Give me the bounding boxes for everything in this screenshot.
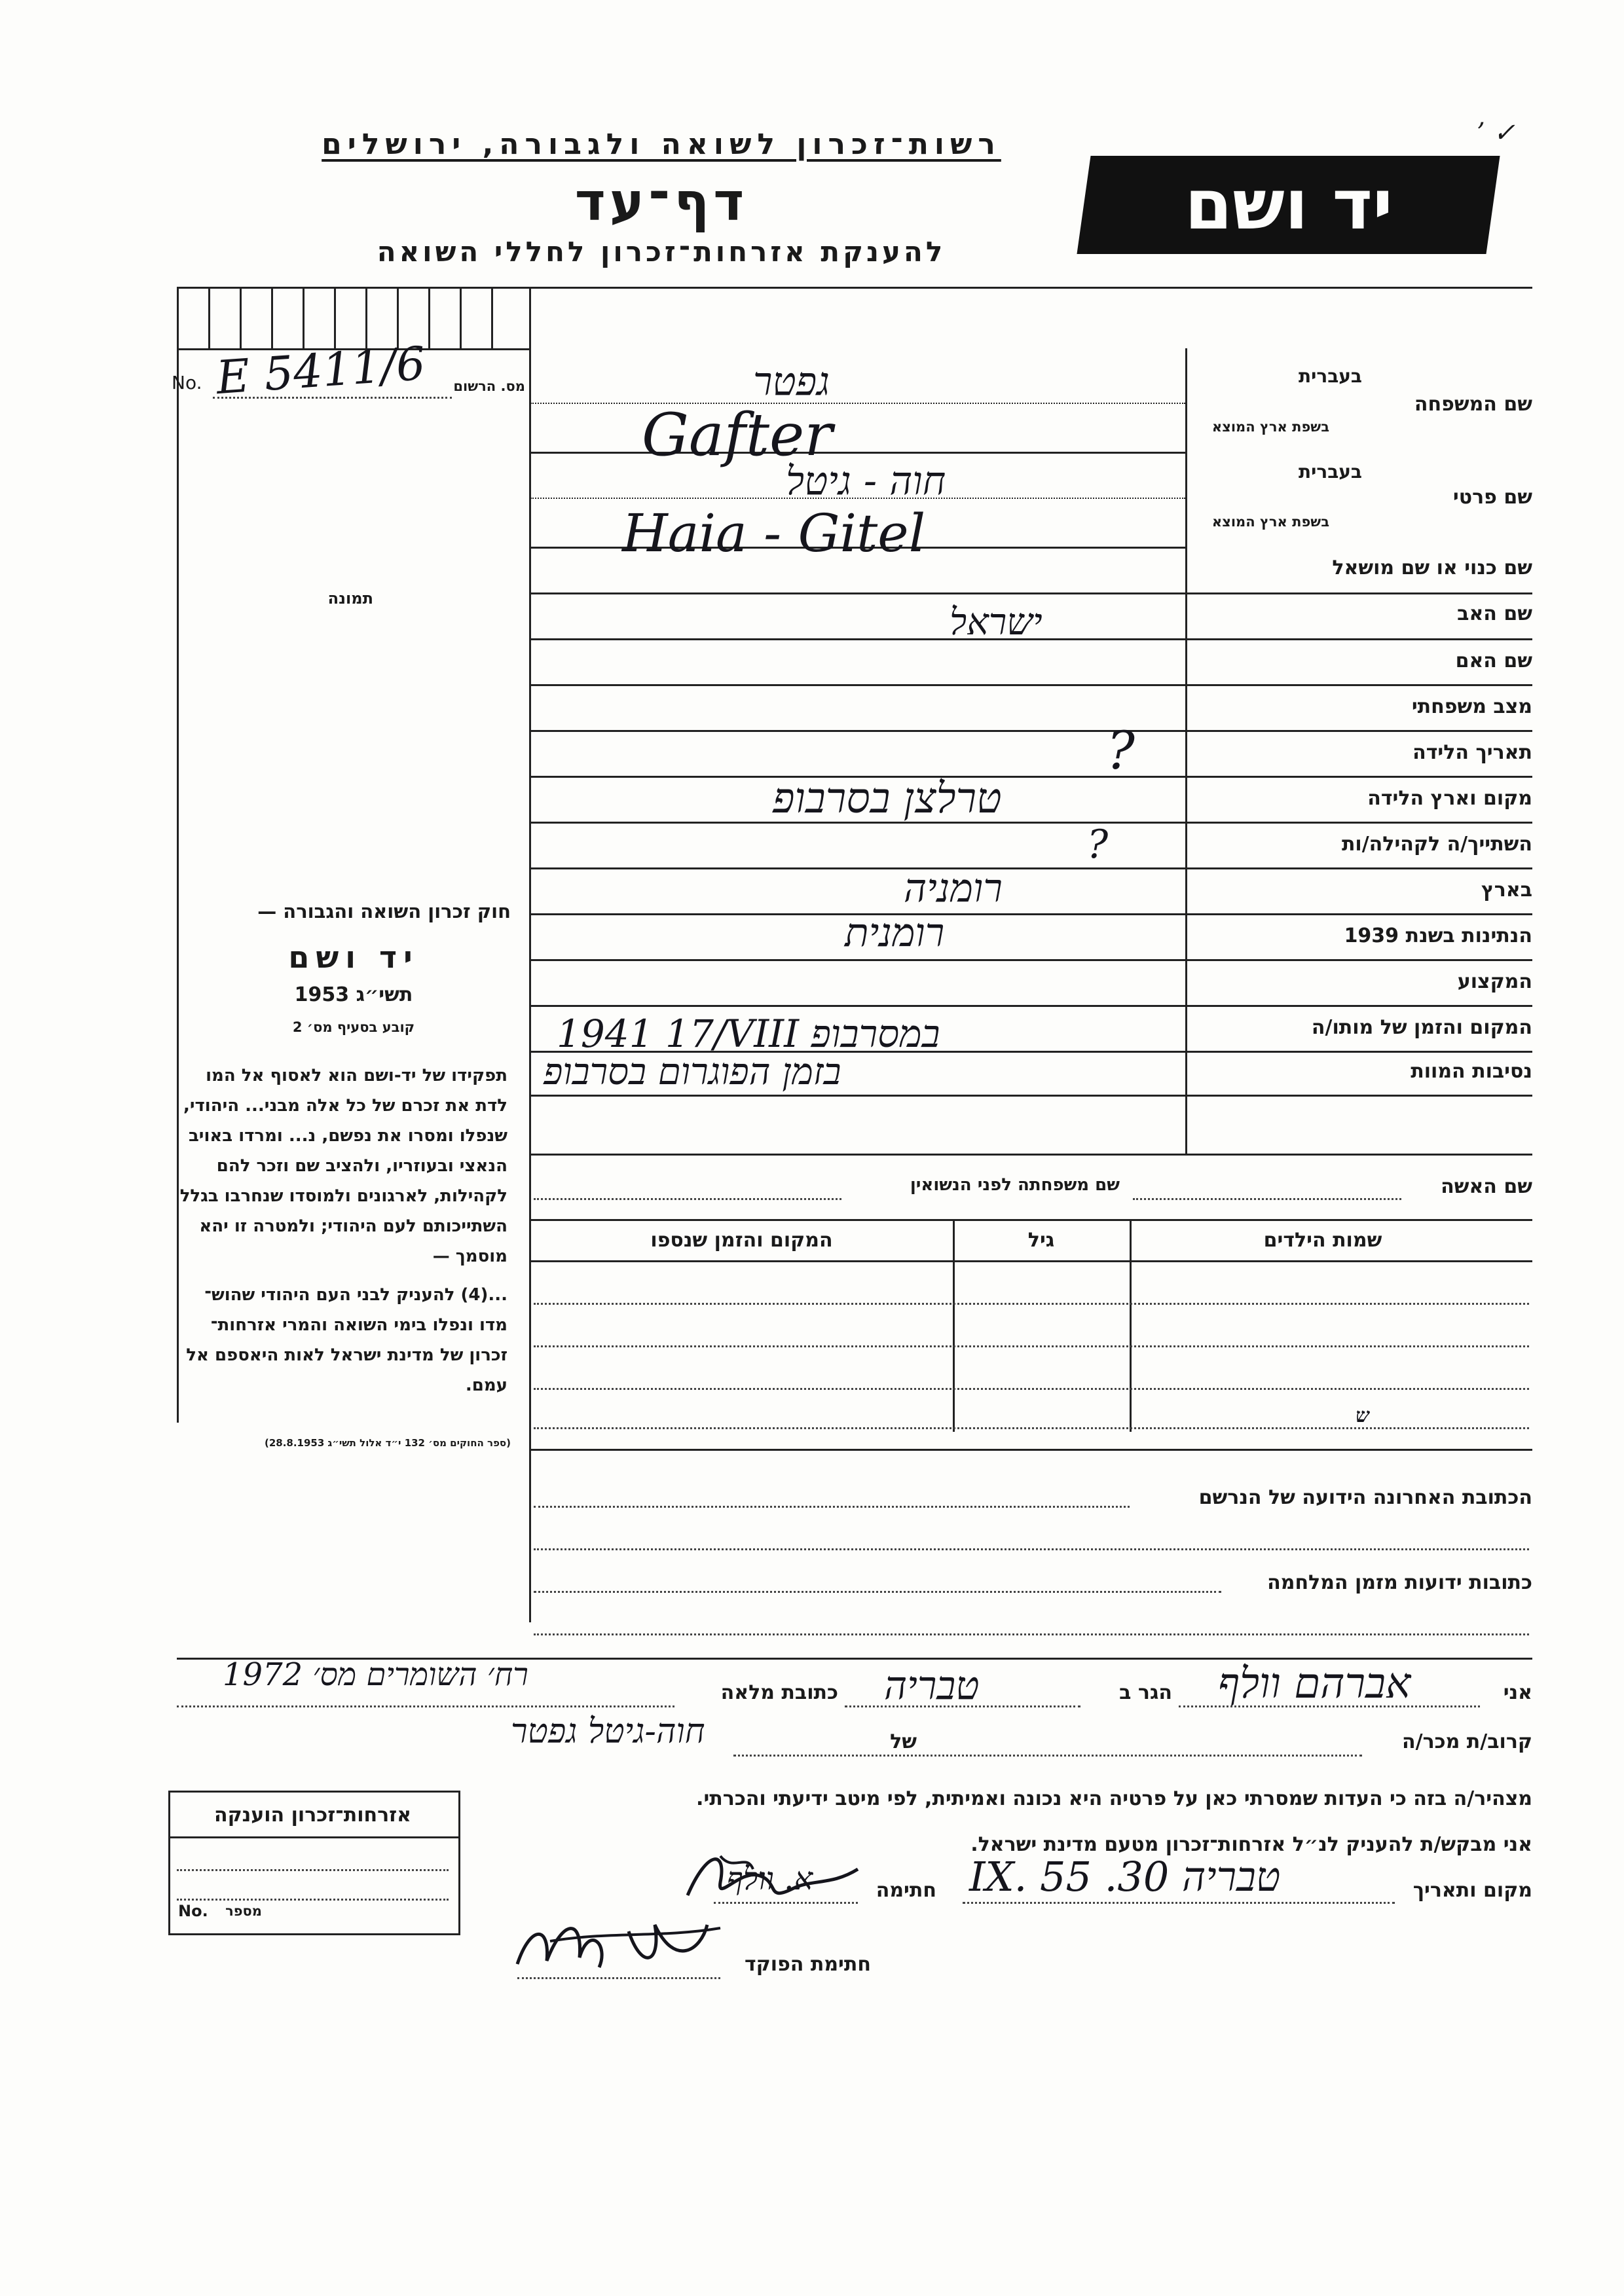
death-place-time-label: המקום והזמן של מותו/ה bbox=[1311, 1016, 1532, 1039]
wife-maiden-label: שם משפחתה לפני הנשואין bbox=[910, 1175, 1120, 1195]
law-heading: חוק זכרון השואה והגבורה — bbox=[257, 900, 511, 922]
children-tick-mark: ש bbox=[1356, 1404, 1370, 1427]
first-name-hebrew-label: בעברית bbox=[1298, 461, 1362, 483]
row-line bbox=[530, 403, 1185, 404]
row-line bbox=[530, 592, 1532, 594]
citizenship-label: הנתינות בשנת 1939 bbox=[1344, 924, 1532, 947]
citizenship-value: רומנית bbox=[845, 910, 945, 956]
first-name-local-label: בשפת ארץ המוצא bbox=[1211, 514, 1329, 530]
row-line bbox=[530, 1095, 1532, 1097]
statement-2: אני מבקש/ת להעניק לנ״ל אזרחות־זכרון מטעם מדינת ישראל. bbox=[970, 1833, 1532, 1856]
community-label: השתייך/ה לקהילה/ות bbox=[1341, 833, 1532, 856]
registration-no-prefix: No. bbox=[172, 372, 202, 393]
father-label: שם האב bbox=[1457, 602, 1532, 625]
place-date-value: טבריה 30. IX. 55 bbox=[969, 1853, 1281, 1901]
children-row-line bbox=[534, 1345, 1529, 1347]
profession-label: המקצוע bbox=[1457, 970, 1532, 993]
address-line bbox=[534, 1591, 1221, 1593]
yad-vashem-logo bbox=[1077, 156, 1500, 254]
declarant-resides-label: הגר ב bbox=[1119, 1681, 1172, 1704]
office-box-no-prefix: No. bbox=[178, 1902, 208, 1920]
birth-place-label: מקום וארץ הלידה bbox=[1367, 787, 1532, 810]
children-row-line bbox=[534, 1388, 1529, 1390]
logo-text: יד ושם bbox=[1184, 165, 1393, 245]
box-divider bbox=[428, 287, 430, 348]
death-circumstances-label: נסיבות המוות bbox=[1411, 1060, 1532, 1083]
wife-maiden-line bbox=[534, 1198, 841, 1200]
law-text-1: תפקידו של יד-ושם הוא לאסוף אל המו לדת את זכרם של כל אלה מבני... היהודי, שנפלו ומסרו את נפשם, נ... ומרדו באויב הנאצי ובעוזריו, ולהציב שם וזכר להם לקהילות, לארגונים ולמוסדו שנחרבו בגלל השתייכותם לעם היהודי; ולמטרה זו יהא מוסמך — bbox=[179, 1066, 507, 1266]
children-header-names: שמות הילדים bbox=[1263, 1229, 1382, 1252]
wartime-address-label: כתובות ידועות מזמן המלחמה bbox=[1267, 1571, 1532, 1594]
law-yad-vashem: יד ושם bbox=[288, 939, 419, 975]
office-box-line bbox=[177, 1899, 449, 1901]
first-name-local-value: Haia - Gitel bbox=[622, 503, 926, 564]
box-divider bbox=[208, 287, 210, 348]
row-line bbox=[530, 776, 1532, 778]
office-box-line bbox=[177, 1869, 449, 1871]
declarant-address-value: רח׳ השומרים מס׳ 1972 bbox=[223, 1656, 528, 1693]
signature-value: א. וולף bbox=[727, 1861, 813, 1897]
row-line bbox=[530, 730, 1532, 732]
place-date-label: מקום ותאריך bbox=[1412, 1879, 1532, 1902]
address-line bbox=[534, 1548, 1529, 1550]
statement-1: מצהיר/ה בזה כי העדות שמסרתי כאן על פרטיה היא נכונה ואמיתית, לפי מיטב ידיעתי והכרתי. bbox=[696, 1787, 1532, 1810]
law-clause: קובע בסעיף מס׳ 2 bbox=[292, 1019, 415, 1035]
signature-label: חתימה bbox=[876, 1879, 936, 1902]
box-divider bbox=[460, 287, 462, 348]
family-name-hebrew-value: גפטר bbox=[753, 359, 830, 405]
children-table-header-bottom bbox=[530, 1260, 1532, 1262]
row-line bbox=[530, 959, 1532, 961]
children-row-line bbox=[534, 1303, 1529, 1305]
family-name-local-label: בשפת ארץ המוצא bbox=[1211, 419, 1329, 435]
corner-mark: ’ ✓ bbox=[1477, 118, 1515, 148]
box-divider bbox=[334, 287, 336, 348]
labels-rule bbox=[1185, 348, 1187, 1154]
relative-line bbox=[733, 1755, 1362, 1757]
relative-of-label: של bbox=[890, 1730, 917, 1753]
last-address-label: הכתובת האחרונה הידועה של הנרשם bbox=[1198, 1486, 1532, 1509]
row-line bbox=[530, 452, 1185, 454]
registration-number: E 5411/6 bbox=[214, 336, 428, 405]
nickname-label: שם כנוי או שם מושאל bbox=[1332, 556, 1532, 579]
row-line bbox=[530, 822, 1532, 824]
registration-label: מס. הרשום bbox=[453, 378, 525, 394]
row-line bbox=[530, 867, 1532, 869]
officer-signature-icon bbox=[511, 1905, 727, 1984]
law-reference: (ספר החוקים מס׳ 132 י״ד אלול תשי״ג 28.8.1953) bbox=[264, 1437, 511, 1449]
address-line bbox=[534, 1506, 1130, 1508]
first-name-label: שם פרטי bbox=[1452, 486, 1532, 509]
office-box-number-label: מספר bbox=[225, 1903, 262, 1919]
country-value: רומניה bbox=[904, 866, 1003, 911]
declarant-address-line bbox=[177, 1705, 674, 1707]
officer-signature-label: חתימת הפוקד bbox=[745, 1953, 871, 1976]
family-name-hebrew-label: בעברית bbox=[1298, 365, 1362, 387]
box-divider bbox=[491, 287, 493, 348]
marital-label: מצב משפחתי bbox=[1411, 695, 1532, 718]
box-divider bbox=[303, 287, 304, 348]
row-line bbox=[530, 913, 1532, 915]
country-label: בארץ bbox=[1481, 879, 1532, 902]
birth-date-value: ? bbox=[1107, 720, 1135, 781]
mother-label: שם האם bbox=[1455, 649, 1532, 672]
law-text-2: ...(4) להעניק לבני העם היהודי שהוש־ מדו ונפלו בימי השואה והמרי אזרחות־ זכרון של מדינת ישראל לאות היאספם אל עמם. bbox=[186, 1285, 507, 1395]
box-divider bbox=[240, 287, 242, 348]
center-rule bbox=[529, 287, 531, 1622]
relative-label: קרוב/ת מכר/ה bbox=[1402, 1730, 1532, 1753]
form-title: דף־עד bbox=[574, 172, 748, 232]
declarant-city-value: טבריה bbox=[884, 1663, 980, 1709]
father-value: ישראל bbox=[950, 601, 1043, 644]
first-name-hebrew-value: חוה - גיטל bbox=[786, 458, 946, 504]
place-date-line bbox=[963, 1902, 1395, 1904]
top-rule bbox=[177, 287, 1532, 289]
children-header-place: המקום והזמן שנספו bbox=[650, 1229, 833, 1252]
declarant-full-address-label: כתובת מלאה bbox=[720, 1681, 838, 1704]
wife-line bbox=[1133, 1198, 1401, 1200]
family-name-local-value: Gafter bbox=[642, 401, 833, 469]
form-subtitle: להענקת אזרחות־זכרון לחללי השואה bbox=[377, 236, 946, 268]
box-divider bbox=[271, 287, 273, 348]
wife-label: שם האשה bbox=[1441, 1175, 1532, 1198]
children-table-top bbox=[530, 1219, 1532, 1221]
birth-date-label: תאריך הלידה bbox=[1412, 741, 1532, 764]
office-box-title-rule bbox=[168, 1836, 458, 1838]
relative-value: חוה-גיטל גפטר bbox=[511, 1712, 705, 1751]
children-col-divider bbox=[1130, 1219, 1132, 1432]
address-line bbox=[534, 1633, 1529, 1635]
law-year: תשי״ג 1953 bbox=[294, 983, 413, 1006]
family-name-label: שם המשפחה bbox=[1414, 393, 1532, 416]
row-line bbox=[530, 684, 1532, 686]
row-line bbox=[530, 1005, 1532, 1007]
photo-label: תמונה bbox=[327, 589, 373, 608]
birth-place-value: טרלצן בסרבופ bbox=[773, 774, 1002, 823]
declarant-name-value: אברהם וולף bbox=[1218, 1660, 1411, 1708]
office-box-title: אזרחות־זכרון הוענקה bbox=[213, 1804, 412, 1827]
row-line bbox=[530, 1154, 1532, 1156]
declarant-i-label: אני bbox=[1503, 1681, 1532, 1704]
children-header-age: גיל bbox=[1027, 1229, 1055, 1252]
children-row-line bbox=[534, 1427, 1529, 1429]
community-value: ? bbox=[1087, 822, 1109, 867]
death-circumstances-value: בזמן הפוגרום בסרבופ bbox=[544, 1051, 841, 1093]
box-divider bbox=[365, 287, 367, 348]
authority-heading: רשות־זכרון לשואה ולגבורה, ירושלים bbox=[322, 128, 1001, 161]
children-table-bottom bbox=[530, 1449, 1532, 1451]
death-place-time-value: 1941 17/VIII במסרבופ bbox=[557, 1011, 940, 1056]
